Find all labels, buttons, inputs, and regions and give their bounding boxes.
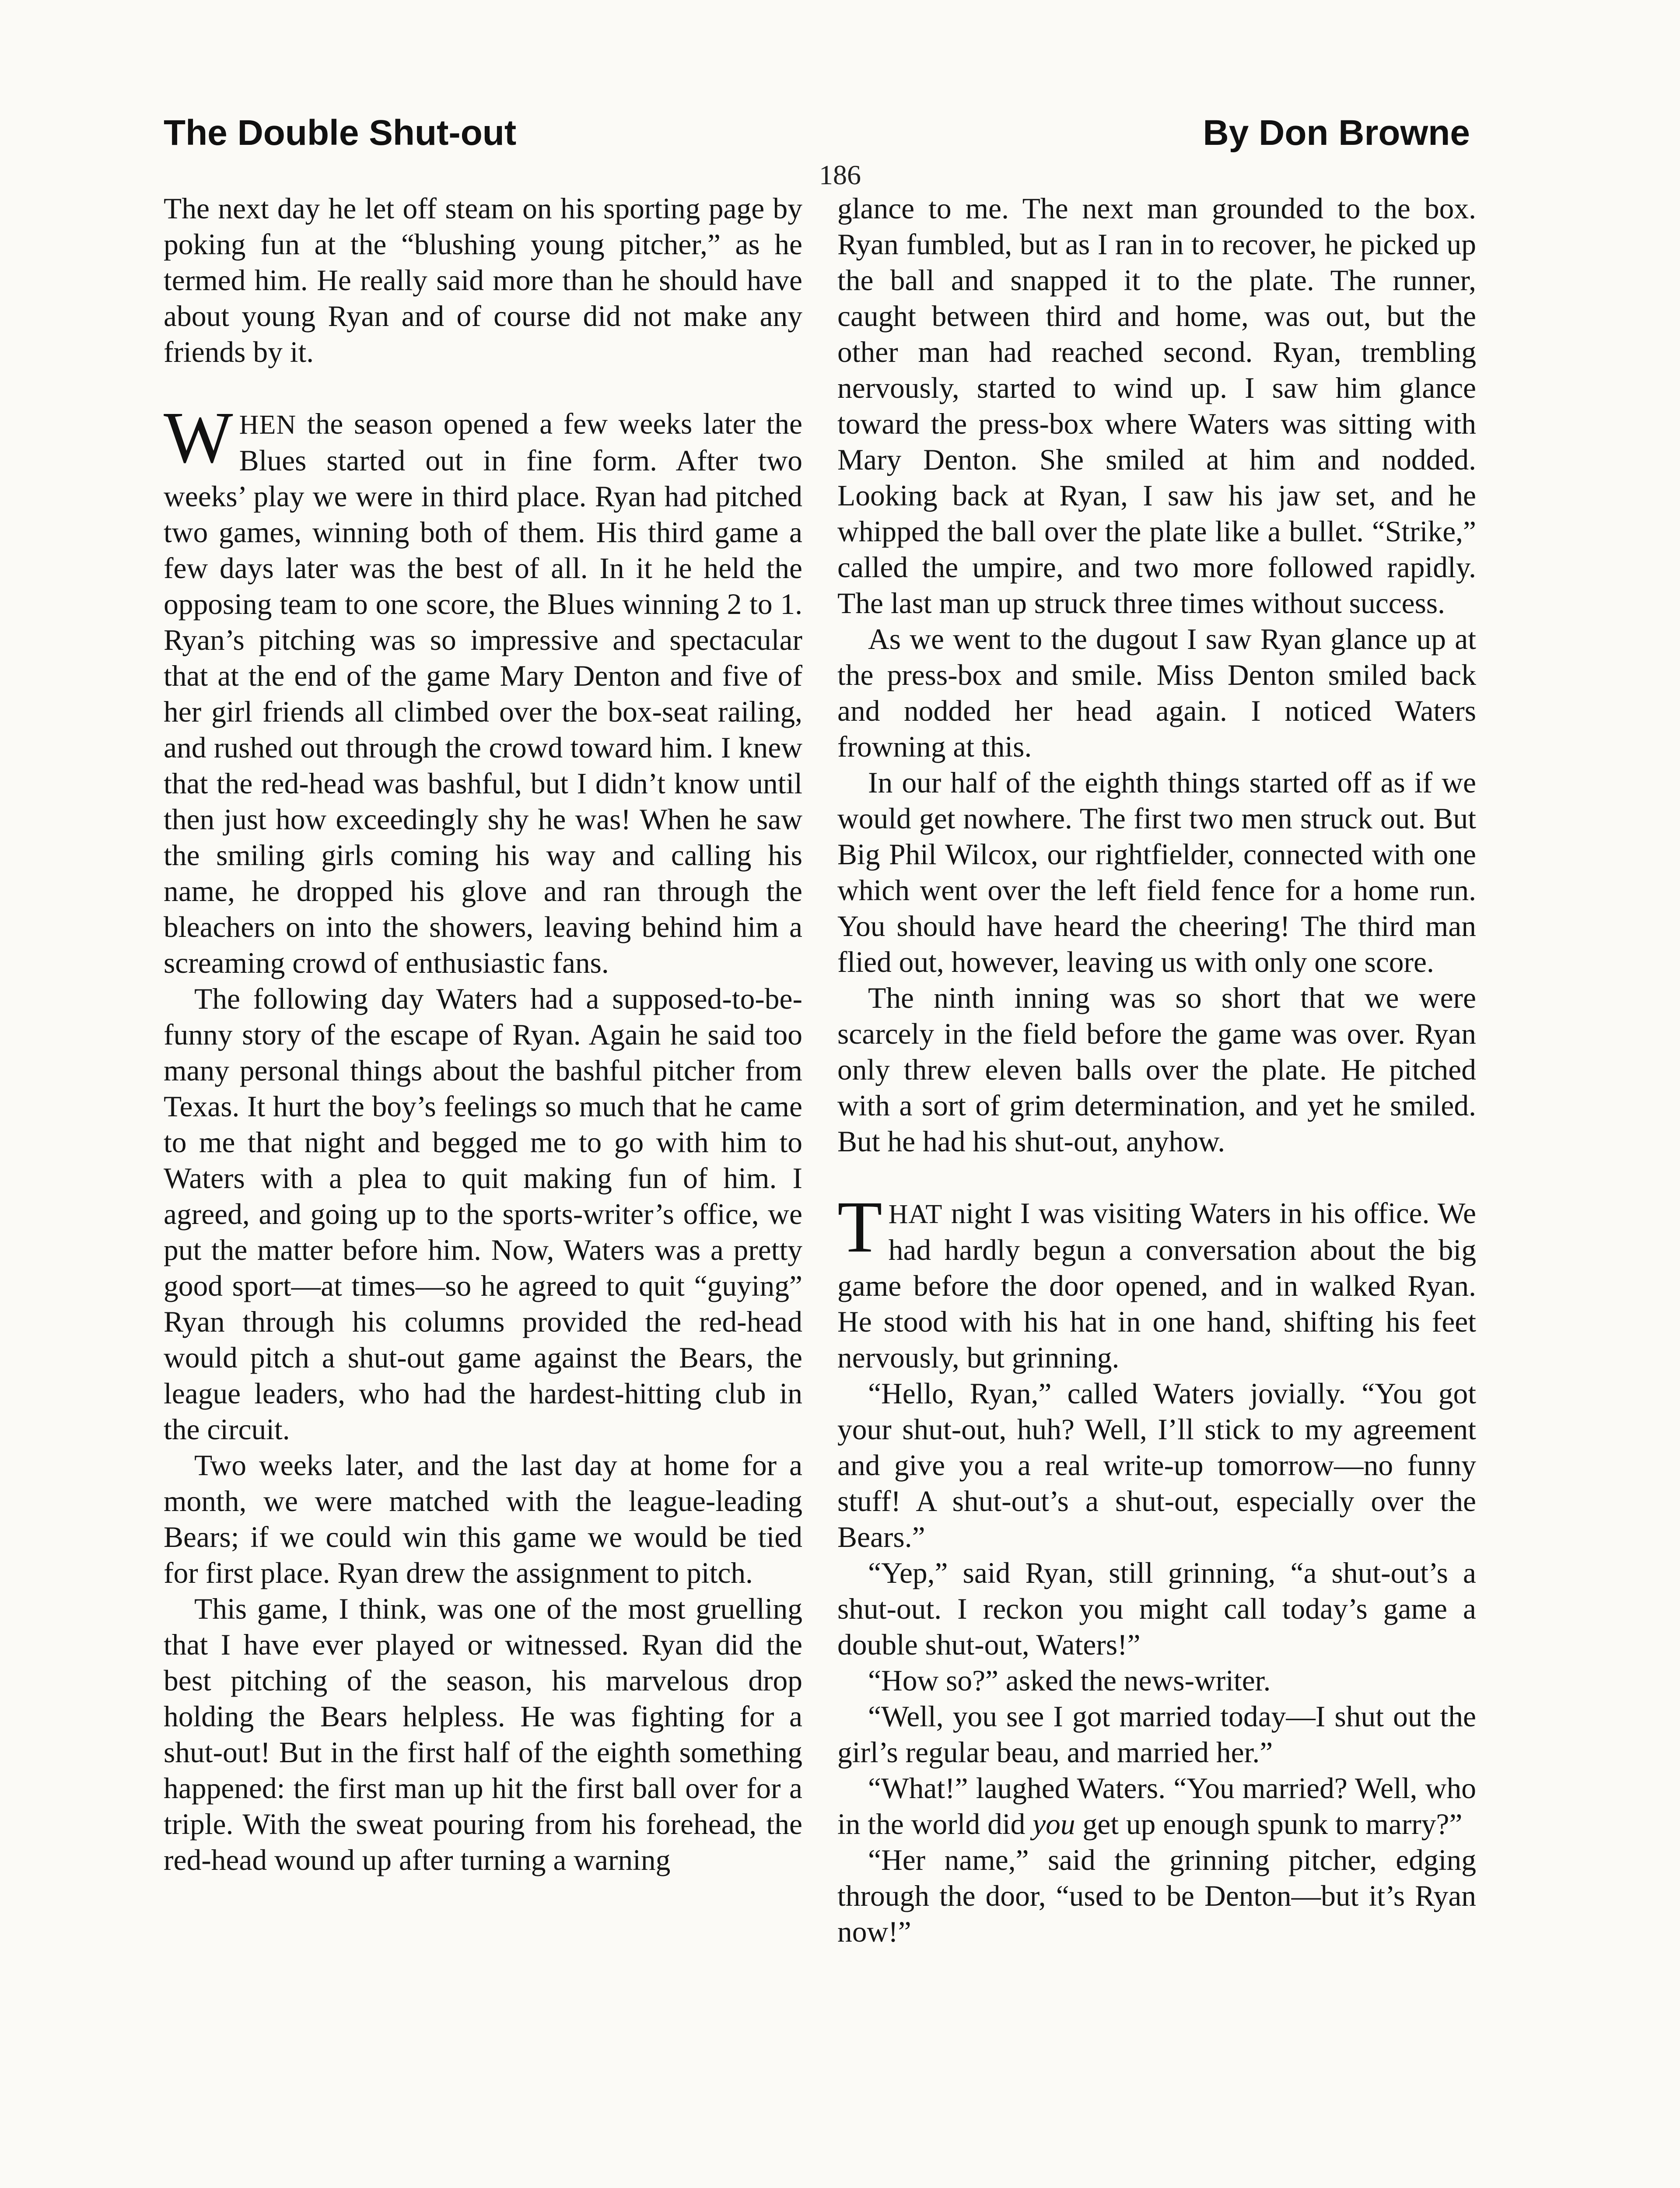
story-byline: By Don Browne [1203,113,1470,153]
paragraph: This game, I think, was one of the most gruelling that I have ever played or witnessed. Ryan did the best pitching of the season, his marvelous drop holding the Bears helpless. He was fighting for a shut-out! But in the first half of the eighth something happened: the first man up hit the first ball over for a triple. With the sweat pouring from his forehead, the red-head wound up after turning a warning [164,1592,802,1876]
paragraph: As we went to the dugout I saw Ryan glance up at the press-box and smile. Miss Denton smiled back and nodded her head again. I noticed Waters frowning at this. [837,623,1476,763]
paragraph: “Well, you see I got married today—I shut out the girl’s regular beau, and married her.” [837,1700,1476,1769]
paragraph: In our half of the eighth things started off as if we would get nowhere. The first two men struck out. But Big Phil Wilcox, our rightfielder, connected with one which went over the left field fence for a home run. You should have heard the cheering! The third man flied out, however, leaving us with only one score. [837,766,1476,978]
drop-cap: T [837,1186,882,1268]
right-column [837,191,1476,1950]
paragraph: The following day Waters had a supposed-to-be-funny story of the escape of Ryan. Again he said too many personal things about the bashful pitcher from Texas. It hurt the boy’s feelings so much that he came to me that night and begged me to go with him to Waters with a plea to quit making fun of him. I agreed, and going up to the sports-writer’s office, we put the matter before him. Now, Waters was a pretty good sport—at times—so he agreed to quit “guying” Ryan through his columns provided the red-head would pitch a shut-out game against the Bears, the league leaders, who had the hardest-hitting club in the circuit. [164,982,802,1446]
paragraph-text: get up enough spunk to marry?” [1075,1808,1463,1841]
page-number: 186 [819,159,861,190]
paragraph-text: night I was visiting Waters in his office. We had hardly begun a conversation about the big game before the door opened, and in walked Ryan. He stood with his hat in one hand, shifting his feet nervously, but grinning. [837,1197,1476,1374]
paragraph: “Yep,” said Ryan, still grinning, “a shut-out’s a shut-out. I reckon you might call today’s game a double shut-out, Waters!” [837,1557,1476,1661]
paragraph: “Hello, Ryan,” called Waters jovially. “You got your shut-out, huh? Well, I’ll stick to my agreement and give you a real write-up tomorrow—no funny stuff! A shut-out’s a shut-out, especially over the Bears.” [837,1377,1476,1553]
paragraph-text: “What!” laughed Waters. “You married? Well, who in the world did [837,1772,1476,1841]
story-title: The Double Shut-out [164,113,517,153]
paragraph: Two weeks later, and the last day at home for a month, we were matched with the league-leading Bears; if we could win this game we would be tied for first place. Ryan drew the assignment to pitch. [164,1449,802,1589]
paragraph: “How so?” asked the news-writer. [868,1664,1271,1697]
small-caps-lead: HEN [239,410,297,440]
paragraph: The ninth inning was so short that we were scarcely in the field before the game was over. Ryan only threw eleven balls over the plate. He pitched with a sort of grim determination, and yet he smiled. But he had his shut-out, anyhow. [837,982,1476,1158]
paragraph: “Her name,” said the grinning pitcher, edging through the door, “used to be Denton—but it’s Ryan now!” [837,1844,1476,1948]
section-paragraph [164,397,802,981]
paragraph [837,1771,1476,1842]
left-column [164,191,802,1878]
paragraph-text: the season opened a few weeks later the Blues started out in fine form. After two weeks’ play we were in third place. Ryan had pitched two games, winning both of them. His third game a few days later was the best of all. In it he held the opposing team to one score, the Blues winning 2 to 1. Ryan’s pitching was so impressive and spectacular that at the end of the game Mary Denton and five of her girl friends all climbed over the box-seat railing, and rushed out through the crowd toward him. I knew that the red-head was bashful, but I didn’t know until then just how exceedingly shy he was! When he saw the smiling girls coming his way and calling his name, he dropped his glove and ran through the bleachers on into the showers, leaving behind him a screaming crowd of enthusiastic fans. [164,407,802,979]
section-paragraph [837,1186,1476,1376]
drop-cap: W [164,397,233,478]
paragraph: The next day he let off steam on his sporting page by poking fun at the “blushing young pitcher,” as he termed him. He really said more than he should have about young Ryan and of course did not make any friends by it. [164,192,802,368]
small-caps-lead: HAT [888,1199,943,1229]
paragraph: glance to me. The next man grounded to the box. Ryan fumbled, but as I ran in to recover, he picked up the ball and snapped it to the plate. The runner, caught between third and home, was out, but the other man had reached second. Ryan, trembling nervously, started to wind up. I saw him glance toward the press-box where Waters was sitting with Mary Denton. She smiled at him and nodded. Looking back at Ryan, I saw his jaw set, and he whipped the ball over the plate like a bullet. “Strike,” called the umpire, and two more followed rapidly. The last man up struck three times without success. [837,192,1476,620]
emphasis: you [1032,1808,1075,1841]
